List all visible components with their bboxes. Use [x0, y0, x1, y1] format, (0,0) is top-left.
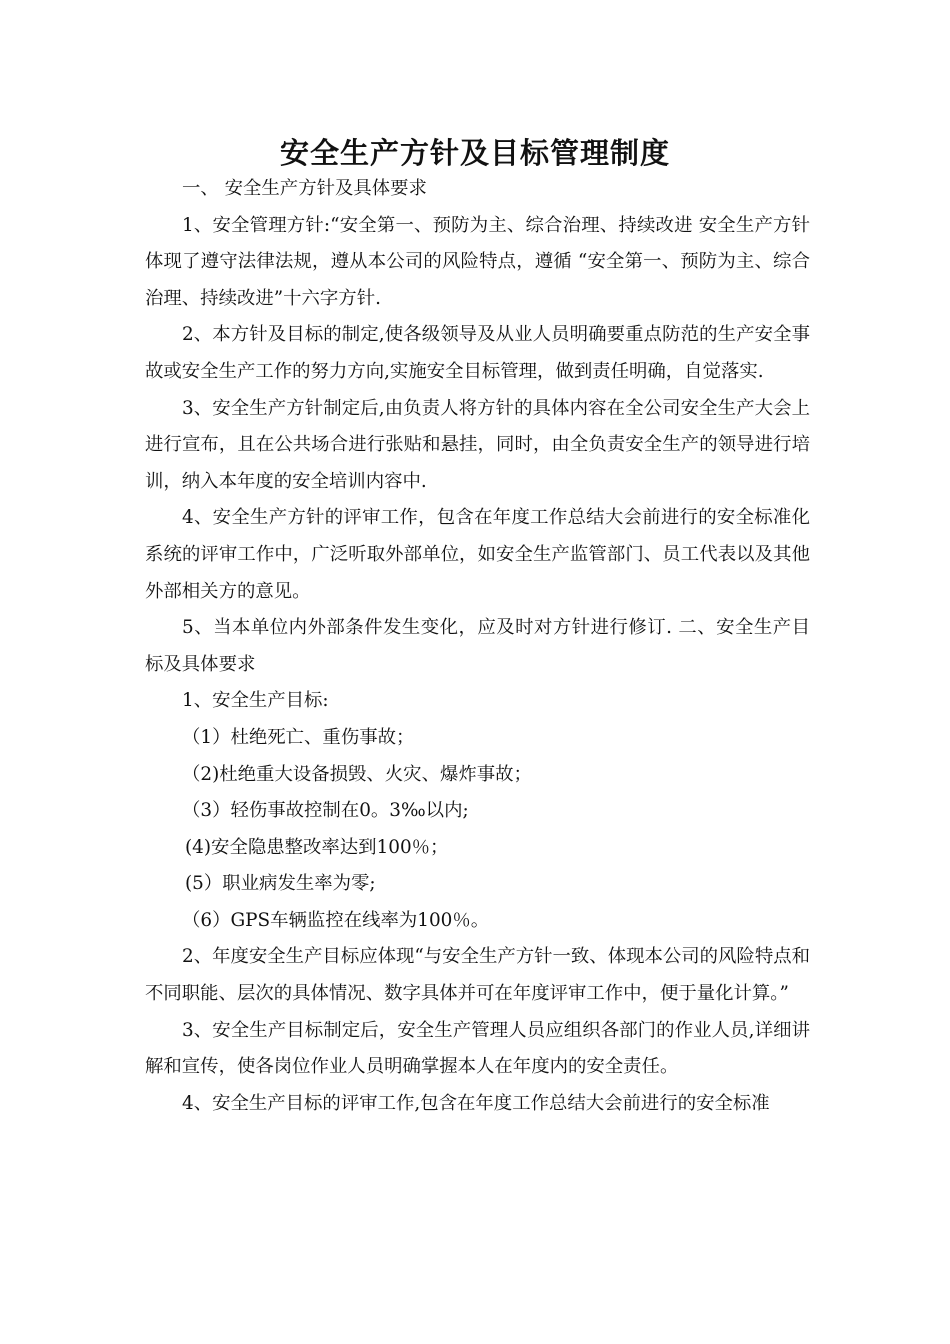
- paragraph-safety-targets-heading: 1、安全生产目标:: [182, 690, 329, 712]
- paragraph-target-review: 4、安全生产目标的评审工作,包含在年度工作总结大会前进行的安全标准: [182, 1092, 770, 1114]
- paragraph-management-policy: 1、安全管理方针:“安全第一、预防为主、综合治理、持续改进 安全生产方针体现了遵守法律法规，遵从本公司的风险特点，遵循 “安全第一、预防为主、综合治理、持续改进”十六字方针.: [145, 214, 810, 309]
- section-heading-policy: 一、 安全生产方针及具体要求: [182, 178, 427, 199]
- target-item: (4)安全隐患整改率达到100％；: [185, 836, 449, 858]
- target-item: （6）GPS车辆监控在线率为100％。: [182, 909, 490, 931]
- target-item: （2)杜绝重大设备损毁、火灾、爆炸事故；: [182, 763, 532, 785]
- paragraph-policy-announcement: 3、安全生产方针制定后,由负责人将方针的具体内容在全公司安全生产大会上进行宣布，且在公共场合进行张贴和悬挂，同时，由全负责安全生产的领导进行培训，纳入本年度的安全培训内容中.: [145, 397, 810, 492]
- paragraph-annual-target: 2、年度安全生产目标应体现“与安全生产方针一致、体现本公司的风险特点和不同职能、层次的具体情况、数字具体并可在年度评审工作中，便于量化计算。”: [145, 946, 810, 1005]
- target-item: （3）轻伤事故控制在0。3‰以内;: [182, 800, 469, 822]
- document-title: 安全生产方针及目标管理制度: [279, 136, 670, 170]
- target-item: （1）杜绝死亡、重伤事故；: [182, 726, 415, 748]
- paragraph-policy-review: 4、安全生产方针的评审工作，包含在年度工作总结大会前进行的安全标准化系统的评审工作中，广泛听取外部单位，如安全生产监管部门、员工代表以及其他外部相关方的意见。: [145, 507, 810, 602]
- document-body: [145, 171, 810, 1122]
- paragraph-policy-revision: 5、当本单位内外部条件发生变化，应及时对方针进行修订. 二、安全生产目标及具体要求: [145, 617, 810, 675]
- paragraph-target-publicity: 3、安全生产目标制定后，安全生产管理人员应组织各部门的作业人员,详细讲解和宣传，使各岗位作业人员明确掌握本人在年度内的安全责任。: [145, 1019, 810, 1078]
- target-item: (5）职业病发生率为零;: [185, 873, 376, 895]
- paragraph-policy-formulation: 2、本方针及目标的制定,使各级领导及从业人员明确要重点防范的生产安全事故或安全生产工作的努力方向,实施安全目标管理，做到责任明确，自觉落实.: [145, 324, 810, 382]
